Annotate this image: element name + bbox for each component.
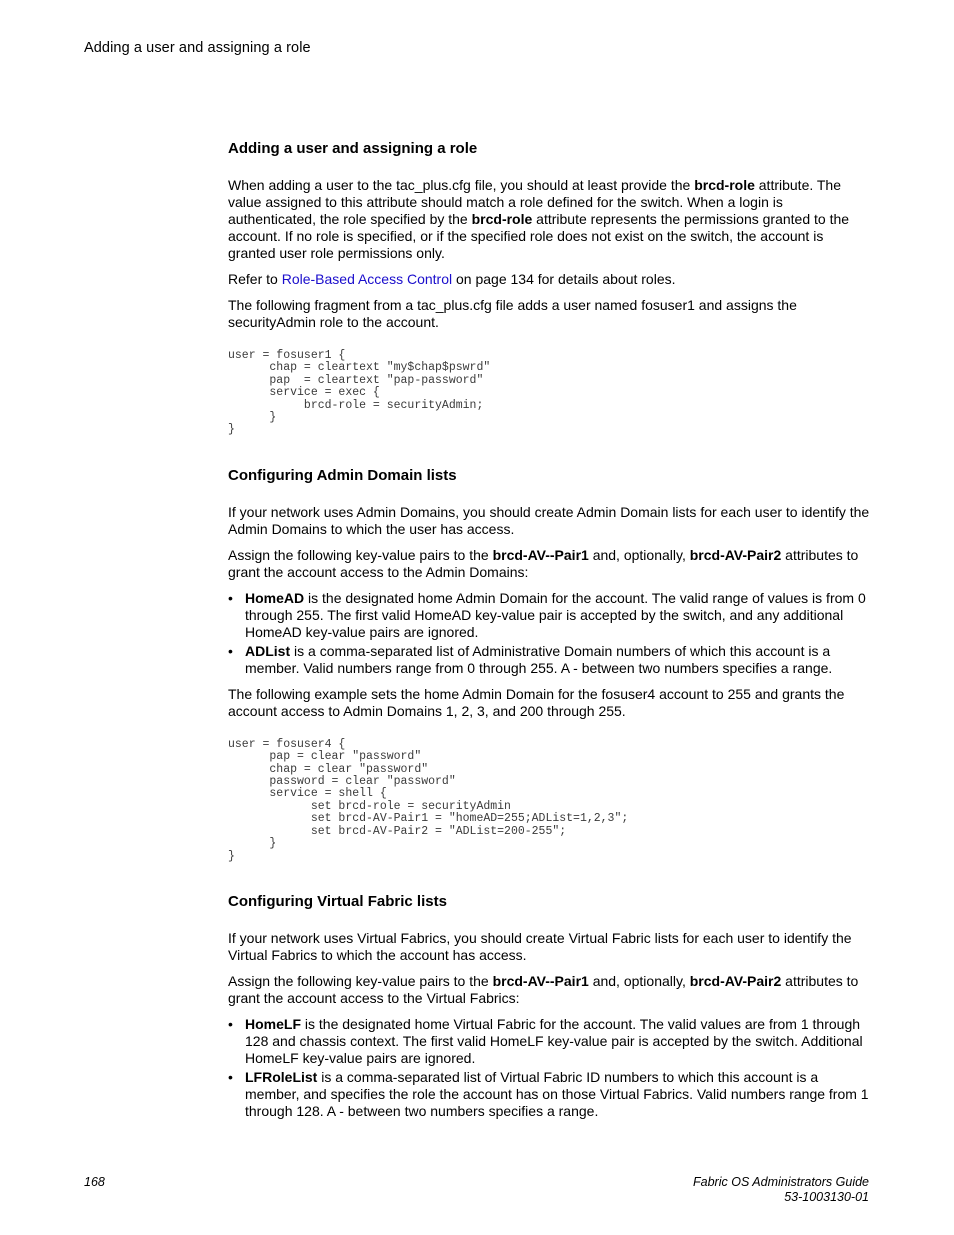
- text: is a comma-separated list of Administrative Domain numbers of which this account is a member. Valid numbers range from 0 through 255. A - between two numbers specifies a range.: [245, 642, 833, 676]
- text: attribute represents the permissions granted to the account. If no role is specified, or if the specified role does not exist on the switch, the account is granted user role permissions only.: [228, 211, 850, 261]
- paragraph: [228, 177, 873, 262]
- bullet-icon: •: [228, 1015, 233, 1032]
- guide-title: Fabric OS Administrators Guide: [693, 1175, 869, 1189]
- footer-doc-info: [693, 1175, 869, 1205]
- text: and, optionally,: [588, 546, 690, 563]
- text: Assign the following key-value pairs to the: [228, 972, 493, 989]
- text: Assign the following key-value pairs to the: [228, 546, 493, 563]
- bold-term: LFRoleList: [245, 1068, 318, 1085]
- main-content: [228, 138, 873, 1129]
- bold-term: brcd-AV--Pair1: [492, 972, 589, 989]
- bold-term: HomeLF: [245, 1015, 301, 1032]
- code-block-fosuser1: user = fosuser1 { chap = cleartext "my$chap$pswrd" pap = cleartext "pap-password" service = exec { brcd-role = securityAdmin; } }: [228, 349, 491, 437]
- bullet-icon: •: [228, 589, 233, 606]
- role-based-access-control-link[interactable]: Role-Based Access Control: [281, 271, 453, 287]
- bullet-icon: •: [228, 1068, 233, 1085]
- list-item: [228, 590, 873, 641]
- list-item: [228, 1069, 873, 1120]
- bullet-list: [228, 1016, 873, 1120]
- bold-term: brcd-AV-Pair2: [689, 972, 782, 989]
- text: on page 134 for details about roles.: [452, 271, 676, 287]
- section-heading-adding-user: Adding a user and assigning a role: [228, 140, 478, 157]
- bullet-icon: •: [228, 642, 233, 659]
- text: is the designated home Admin Domain for the account. The valid range of values is from 0 through 255. The first valid HomeAD key-value pair is accepted by the switch, and any additional HomeAD key-value pairs are ignored.: [245, 589, 866, 640]
- doc-number: 53-1003130-01: [784, 1190, 869, 1204]
- bold-term: brcd-AV-Pair2: [689, 546, 782, 563]
- code-block-fosuser4: user = fosuser4 { pap = clear "password" chap = clear "password" password = clear "password" service = shell { set brcd-role = securityAdmin set brcd-AV-Pair1 = "homeAD=255;ADList=1,2,3"; set brcd-AV-Pair2 = "ADList=200-255"; } }: [228, 737, 629, 863]
- text: attribute. The value assigned to this attribute should match a role defined for the switch. When a login is authenticated, the role specified by the: [228, 177, 842, 227]
- bold-term: brcd-role: [471, 211, 533, 227]
- paragraph: The following example sets the home Admin Domain for the fosuser4 account to 255 and grants the account access to Admin Domains 1, 2, 3, and 200 through 255.: [228, 685, 845, 719]
- paragraph: [228, 973, 873, 1007]
- text: When adding a user to the tac_plus.cfg file, you should at least provide the: [228, 177, 695, 193]
- list-item: [228, 1016, 873, 1067]
- paragraph: The following fragment from a tac_plus.cfg file adds a user named fosuser1 and assigns the securityAdmin role to the account.: [228, 297, 797, 330]
- bold-term: ADList: [245, 642, 291, 659]
- text: is the designated home Virtual Fabric for the account. The valid values are from 1 through 128 and chassis context. The first valid HomeLF key-value pair is accepted by the switch. Additional HomeLF key-value pairs are ignored.: [245, 1015, 863, 1066]
- bold-term: brcd-AV--Pair1: [492, 546, 589, 563]
- paragraph: If your network uses Virtual Fabrics, you should create Virtual Fabric lists for each user to identify the Virtual Fabrics to which the account has access.: [228, 929, 852, 963]
- text: Refer to: [228, 271, 282, 287]
- section-heading-virtual-fabric-lists: Configuring Virtual Fabric lists: [228, 892, 447, 910]
- paragraph: If your network uses Admin Domains, you should create Admin Domain lists for each user to identify the Admin Domains to which the user has access.: [228, 503, 870, 537]
- paragraph: [228, 271, 873, 288]
- running-header: Adding a user and assigning a role: [84, 40, 311, 56]
- paragraph: [228, 547, 873, 581]
- bold-term: HomeAD: [245, 589, 305, 606]
- bullet-list: [228, 590, 873, 677]
- section-heading-admin-domain-lists: Configuring Admin Domain lists: [228, 466, 457, 484]
- text: and, optionally,: [588, 972, 690, 989]
- bold-term: brcd-role: [694, 177, 755, 193]
- text: attributes to grant the account access to the Admin Domains:: [228, 546, 859, 580]
- page-number: 168: [84, 1175, 105, 1189]
- text: attributes to grant the account access to the Virtual Fabrics:: [228, 972, 859, 1006]
- list-item: [228, 643, 873, 677]
- text: is a comma-separated list of Virtual Fabric ID numbers to which this account is a member, and specifies the role the account has on those Virtual Fabrics. Valid numbers range from 1 through 128. A - between two numbers specifies a range.: [245, 1068, 869, 1119]
